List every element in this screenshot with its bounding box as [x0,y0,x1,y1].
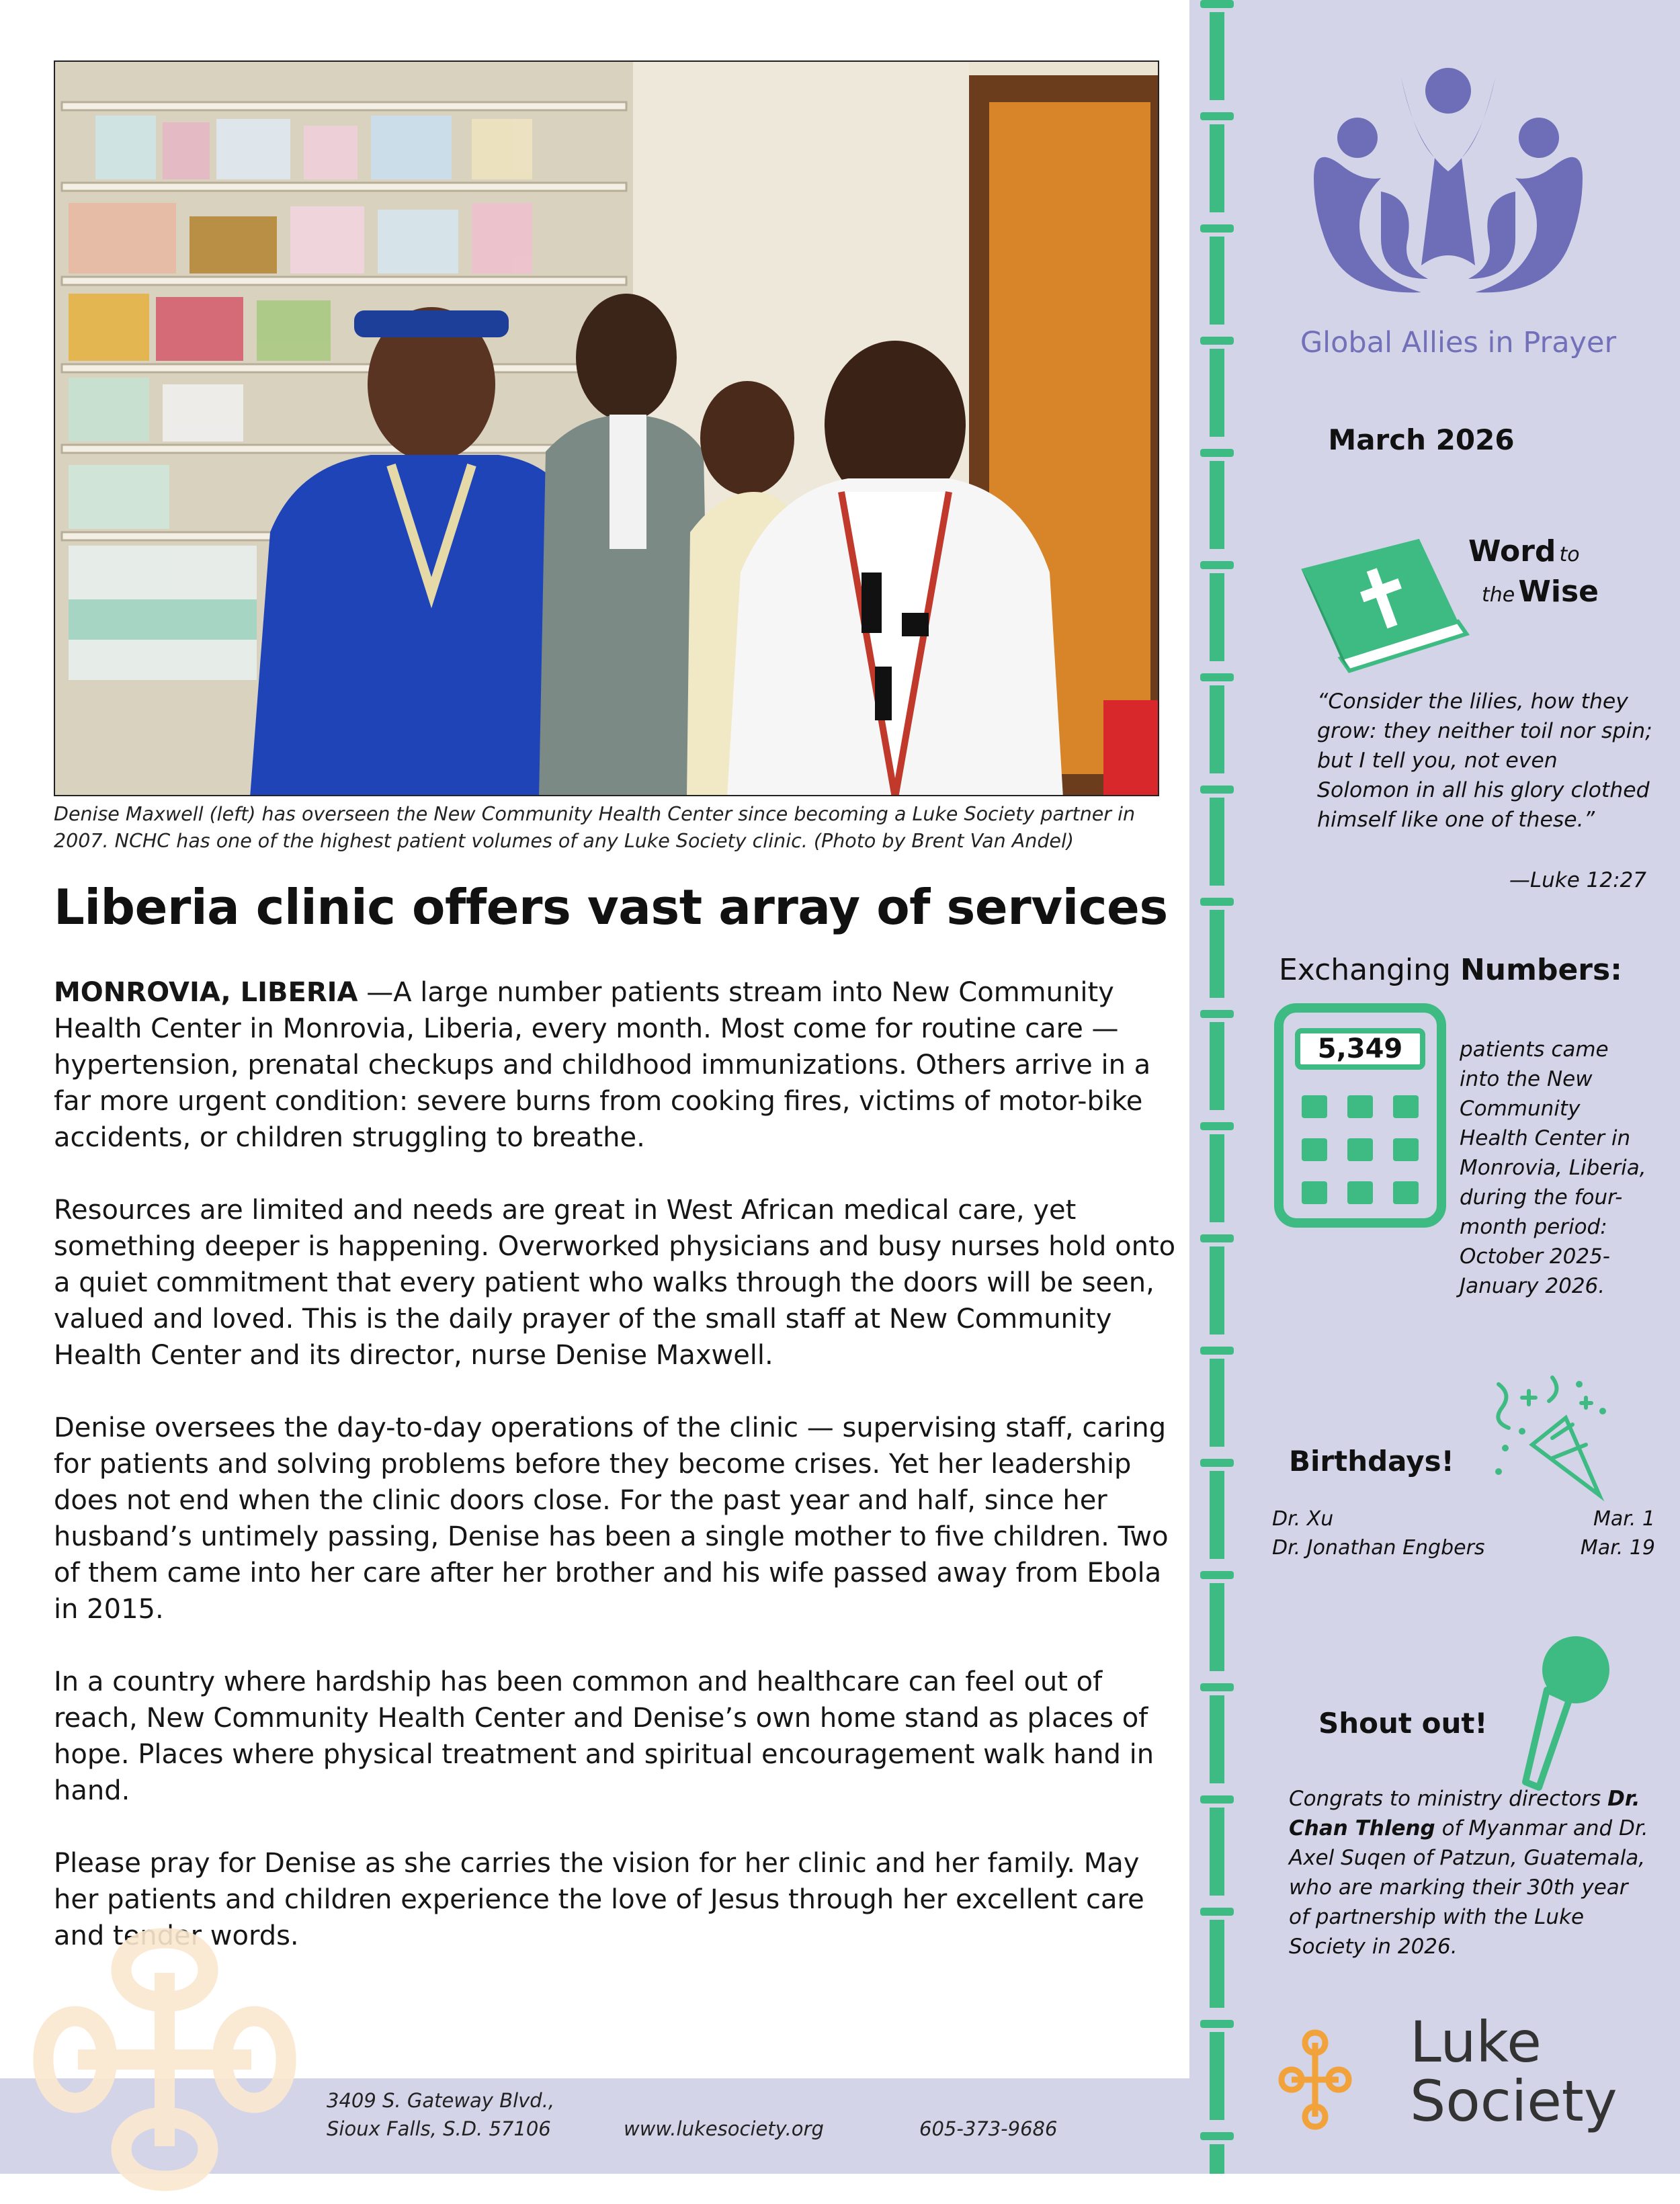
word-to-the-wise-heading-line-1: Word to [1468,534,1580,568]
paragraph-1-text: —A large number patients stream into New Community Health Center in Monrovia, Liberia, every month. Most come for routine care — hypertension, prenatal checkups and childhood immunizations. Others arrive in a far more urgent condition: severe burns from cooking fires, victims of motor-bike accidents, or children struggling to breathe. [54,977,1151,1153]
birthday-name: Dr. Jonathan Engbers [1272,1536,1485,1560]
scripture-quote: “Consider the lilies, how they grow: they neither toil nor spin; but I tell you, not even Solomon in all his glory clothed himself like one of these.” [1317,689,1652,832]
paragraph-2: Resources are limited and needs are great in West African medical care, yet something deeper is happening. Overworked physicians and busy nurses hold onto a quiet commitment that every patient who walks through the doors will be seen, valued and loved. This is the daily prayer of the small staff at New Community Health Center and its director, nurse Denise Maxwell. [54,1195,1176,1371]
shout-out-text: Congrats to ministry directors Dr. Chan Thleng of Myanmar and Dr. Axel Suqen of Patzun, Guatemala, who are marking their 30th year of partnership with the Luke Society in 2026. [1289,1787,1648,1959]
footer-website[interactable]: www.lukesociety.org [624,2117,824,2140]
dateline: MONROVIA, LIBERIA [54,977,358,1008]
patient-count-description: patients came into the New Community Health Center in Monrovia, Liberia, during the four-month period: October 2025-January 2026. [1460,1037,1646,1298]
paragraph-5: Please pray for Denise as she carries the vision for her clinic and her family. May her patients and children experience the love of Jesus through her excellent care and tender words. [54,1848,1144,1951]
address-line-1: 3409 S. Gateway Blvd., [327,2089,555,2112]
birthdays-heading: Birthdays! [1289,1445,1454,1478]
global-allies-title: Global Allies in Prayer [1300,326,1617,359]
photo-caption: Denise Maxwell (left) has overseen the New Community Health Center since becoming a Luke Society partner in 2007. NCHC has one of the highest patient volumes of any Luke Society clinic. (Photo by Brent Van Andel) [54,803,1136,852]
article-headline: Liberia clinic offers vast array of services [54,879,1168,935]
word-to-the-wise-heading-line-2: the Wise [1482,575,1599,609]
bible-icon [1294,531,1475,679]
luke-society-watermark-icon [20,1915,309,2204]
paragraph-3: Denise oversees the day-to-day operations of the clinic — supervising staff, caring for patients and solving problems before they become crises. Yet her leadership does not end when the clinic doors close. For the past year and half, since her husband’s untimely passing, Denise has been a single mother to five children. Two of them came into her care after her brother and his wife passed away from Ebola in 2015. [54,1412,1169,1625]
luke-society-wordmark: Luke Society [1410,2009,1618,2134]
birthday-name: Dr. Xu [1272,1507,1334,1531]
birthday-row [1272,1507,1655,1537]
birthday-row [1272,1536,1655,1566]
global-allies-logo-icon [1300,64,1596,319]
numbers-heading: Exchanging Numbers: [1279,953,1622,987]
paragraph-1 [54,974,1183,1156]
issue-month: March 2026 [1328,423,1515,456]
paragraph-4: In a country where hardship has been common and healthcare can feel out of reach, New Community Health Center and Denise’s own home stand as places of hope. Places where physical treatment and spiritual encouragement walk hand in hand. [54,1666,1154,1806]
birthday-date: Mar. 19 [1580,1536,1655,1560]
clinic-photo [54,60,1159,796]
footer-address [327,2086,554,2143]
address-line-2: Sioux Falls, S.D. 57106 [327,2117,551,2140]
microphone-icon [1499,1633,1620,1794]
article-body [54,974,1183,1990]
birthday-date: Mar. 1 [1593,1507,1655,1531]
shout-out-heading: Shout out! [1318,1707,1488,1740]
party-popper-icon [1485,1371,1620,1505]
footer-phone: 605-373-9686 [919,2117,1058,2140]
luke-society-logo-icon [1273,2016,1357,2140]
scripture-reference: —Luke 12:27 [1509,868,1646,892]
patient-count: 5,349 [1317,1033,1403,1064]
bamboo-divider [1191,0,1243,2174]
